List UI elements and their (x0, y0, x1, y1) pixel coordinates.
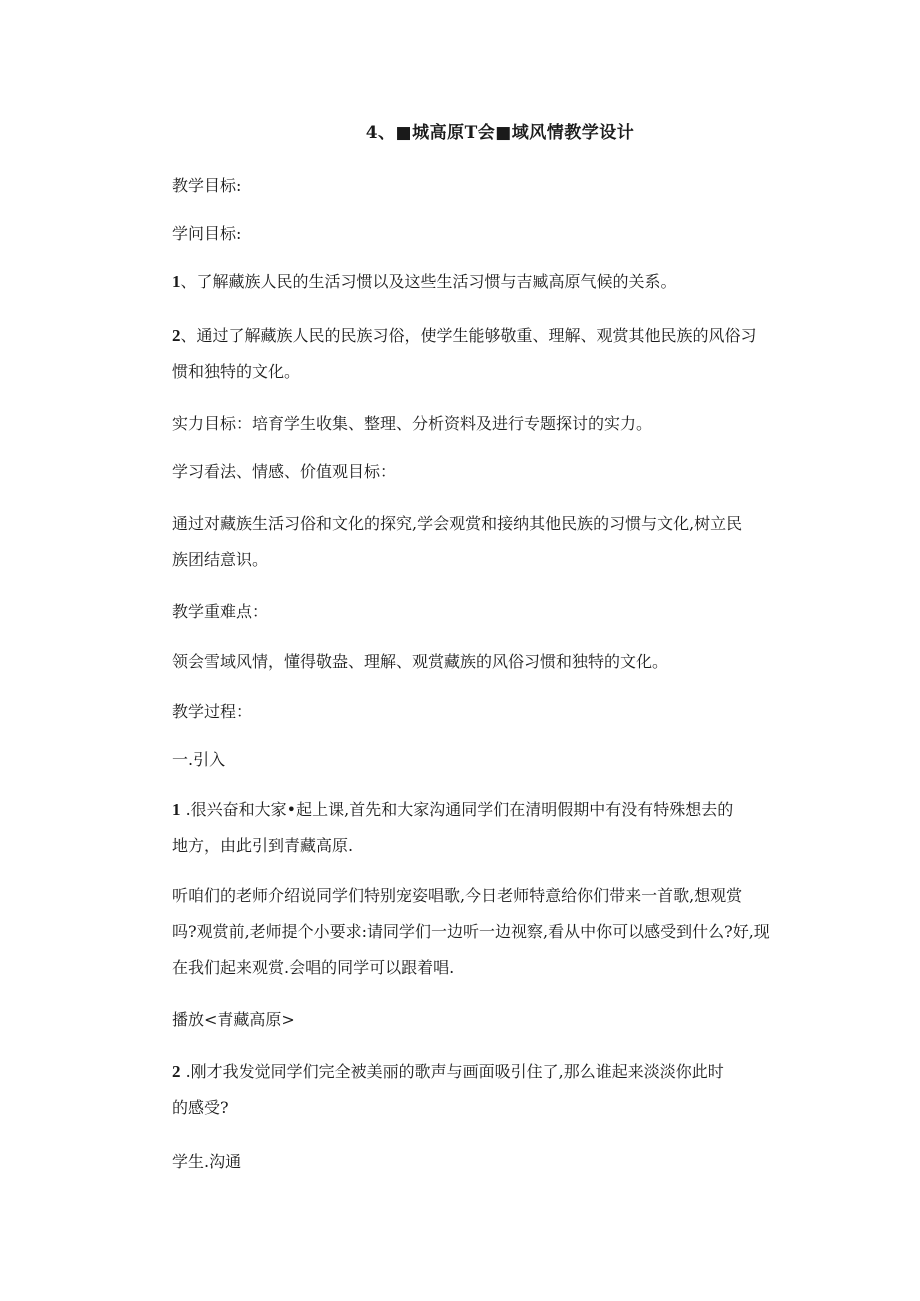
attitude-goal-line-2: 族团结意识。 (172, 550, 269, 569)
step-2-number: 2 (172, 1062, 181, 1081)
attitude-goal-line-1: 通过对藏族生活习俗和文化的探究,学会观赏和接纳其他民族的习惯与文化,树立民 (172, 514, 743, 533)
step-1-line-1 (172, 794, 792, 825)
ability-goal: 实力目标：培育学生收集、整理、分析资料及进行专题探讨的实力。 (172, 414, 653, 433)
play-song: 播放<青藏高原> (172, 1010, 295, 1029)
intro-para-line-2: 吗?观赏前,老师提个小要求:请同学们一边听一边视察,看从中你可以感受到什么?好,现 (172, 922, 770, 941)
knowledge-goals-heading: 学问目标: (172, 224, 242, 243)
process-heading: 教学过程： (172, 702, 253, 721)
attitude-goal-heading: 学习看法、情感、价值观目标： (172, 462, 397, 481)
step-1-text: .很兴奋和大家•起上课,首先和大家沟通同学们在清明假期中有没有特殊想去的 (180, 800, 734, 819)
step-1-number: 1 (172, 800, 181, 819)
section-1-heading: 一.引入 (172, 750, 226, 769)
goal-1 (172, 266, 792, 297)
goal-2-number: 2 (172, 326, 181, 345)
goal-2-text: 、通过了解藏族人民的民族习俗，使学生能够敬重、理解、观赏其他民族的风俗习 (180, 326, 757, 345)
step-2-text: .刚才我发觉同学们完全被美丽的歌声与画面吸引住了,那么谁起来淡淡你此时 (180, 1062, 724, 1081)
teaching-goals-heading: 教学目标: (172, 176, 242, 195)
intro-para-line-1: 听咱们的老师介绍说同学们特别宠姿唱歌,今日老师特意给你们带来一首歌,想观赏 (172, 886, 743, 905)
document-title: 4、■城高原T会■域风情教学设计 (365, 123, 635, 143)
student-exchange: 学生.沟通 (172, 1152, 242, 1171)
goal-2-line-2: 惯和独特的文化。 (172, 362, 301, 381)
step-2-line-1 (172, 1056, 792, 1087)
key-points-heading: 教学重难点： (172, 602, 269, 621)
step-2-line-2: 的感受? (172, 1098, 229, 1117)
key-points-text: 领会雪域风情，懂得敬盎、理解、观赏藏族的风俗习惯和独特的文化。 (172, 652, 669, 671)
step-1-line-2: 地方，由此引到青藏高原. (172, 836, 354, 855)
goal-1-text: 、了解藏族人民的生活习惯以及这些生活习惯与吉臧高原气候的关系。 (180, 272, 677, 291)
goal-1-number: 1 (172, 272, 181, 291)
intro-para-line-3: 在我们起来观赏.会唱的同学可以跟着唱. (172, 958, 455, 977)
goal-2-line-1 (172, 320, 792, 351)
